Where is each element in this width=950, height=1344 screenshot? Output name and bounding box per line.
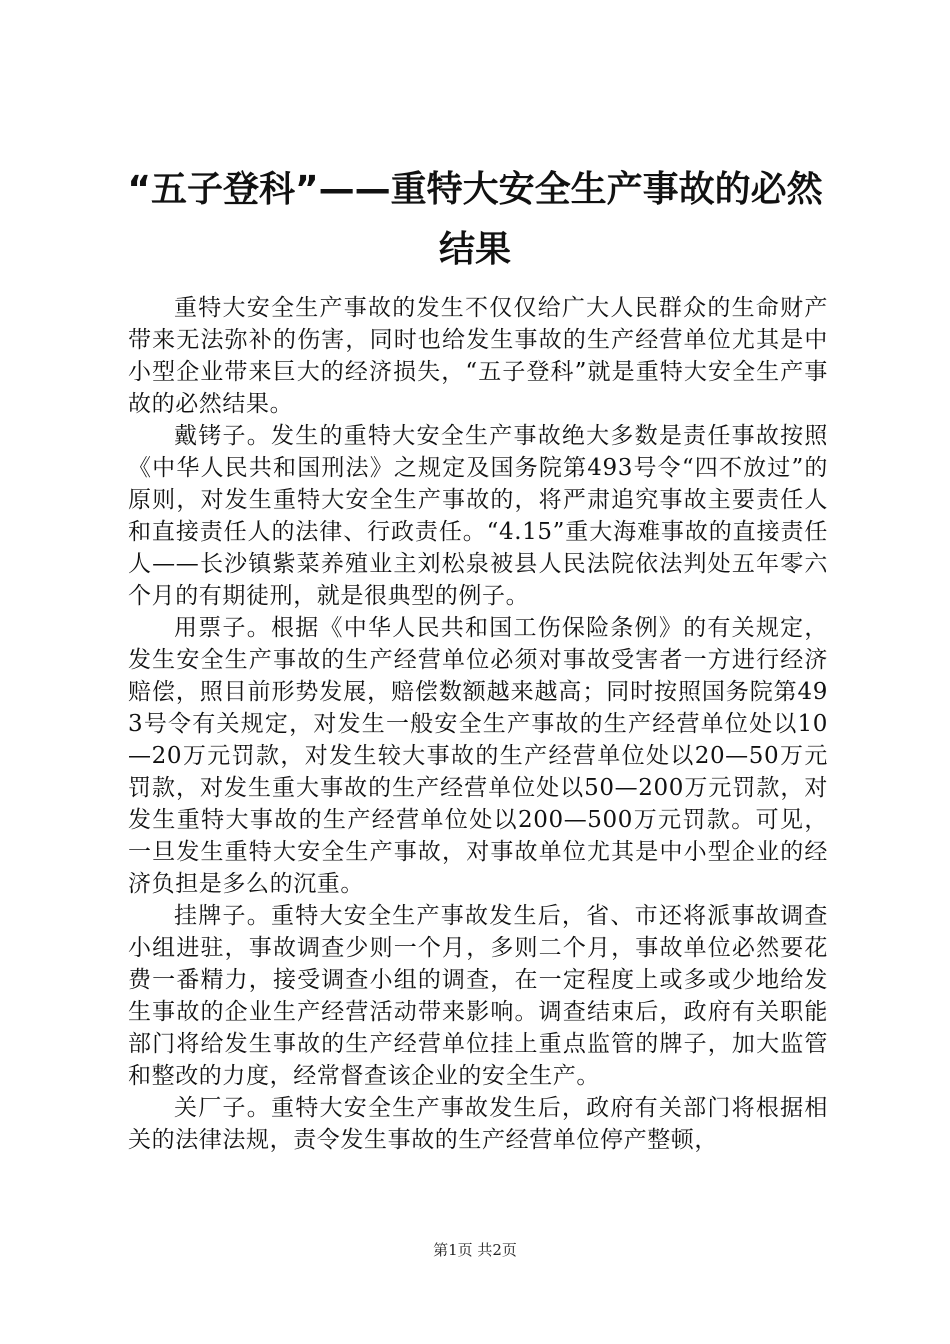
paragraph-money: 用票子。根据《中华人民共和国工伤保险条例》的有关规定，发生安全生产事故的生产经营单位必须对事故受害者一方进行经济赔偿，照目前形势发展，赔偿数额越来越高；同时按照国务院第493号令有关规定，对发生一般安全生产事故的生产经营单位处以10—20万元罚款，对发生较大事故的生产经营单位处以20—50万元罚款，对发生重大事故的生产经营单位处以50—200万元罚款，对发生重特大事故的生产经营单位处以200—500万元罚款。可见，一旦发生重特大安全生产事故，对事故单位尤其是中小型企业的经济负担是多么的沉重。: [128, 615, 828, 897]
document-title: [120, 160, 830, 280]
paragraph-intro: 重特大安全生产事故的发生不仅仅给广大人民群众的生命财产带来无法弥补的伤害，同时也给发生事故的生产经营单位尤其是中小型企业带来巨大的经济损失，“五子登科”就是重特大安全生产事故的必然结果。: [128, 295, 828, 417]
paragraph-close-factory: 关厂子。重特大安全生产事故发生后，政府有关部门将根据相关的法律法规，责令发生事故的生产经营单位停产整顿，: [128, 1095, 828, 1153]
title-line-1: “五子登科”——重特大安全生产事故的必然: [127, 169, 823, 210]
document-body: [128, 292, 828, 1156]
title-line-2: 结果: [438, 229, 511, 270]
paragraph-sign: 挂牌子。重特大安全生产事故发生后，省、市还将派事故调查小组进驻，事故调查少则一个月，多则二个月，事故单位必然要花费一番精力，接受调查小组的调查，在一定程度上或多或少地给发生事故的企业生产经营活动带来影响。调查结束后，政府有关职能部门将给发生事故的生产经营单位挂上重点监管的牌子，加大监管和整改的力度，经常督查该企业的安全生产。: [128, 903, 828, 1089]
paragraph-handcuffs: 戴铐子。发生的重特大安全生产事故绝大多数是责任事故按照《中华人民共和国刑法》之规定及国务院第493号令“四不放过”的原则，对发生重特大安全生产事故的，将严肃追究事故主要责任人和直接责任人的法律、行政责任。“4.15”重大海难事故的直接责任人——长沙镇紫菜养殖业主刘松泉被县人民法院依法判处五年零六个月的有期徒刑，就是很典型的例子。: [128, 423, 828, 609]
page-number-footer: 第1页 共2页: [433, 1241, 517, 1259]
